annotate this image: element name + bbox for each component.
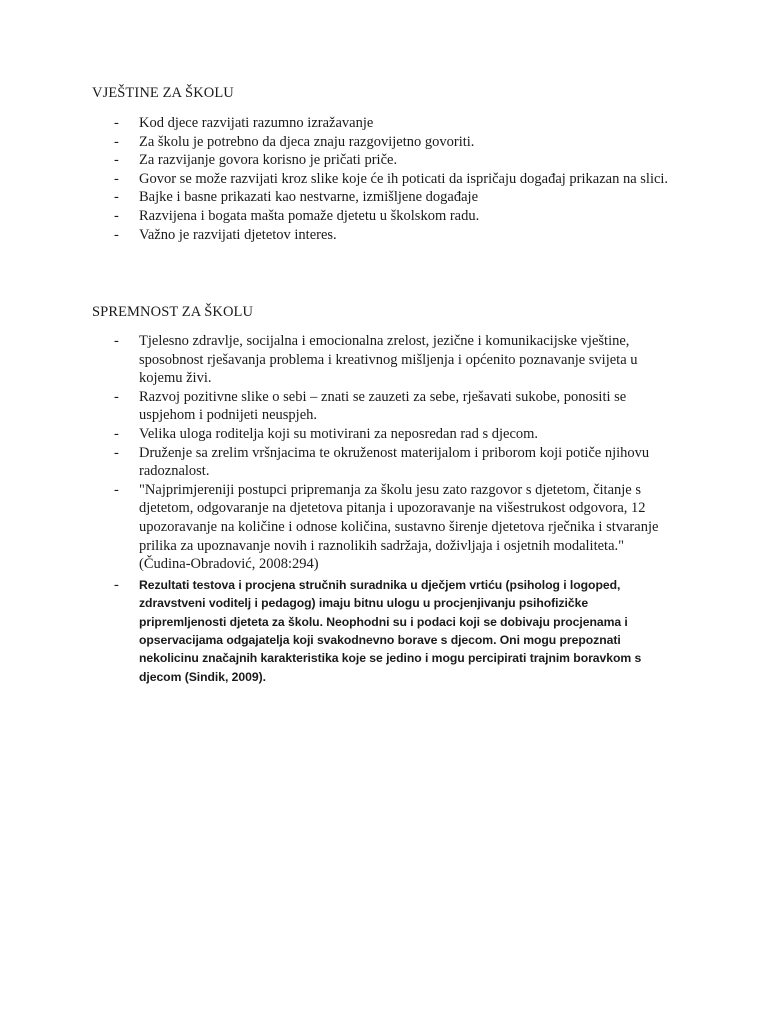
list-item-text: Bajke i basne prikazati kao nestvarne, izmišljene događaje [139,189,479,206]
list-item-text: Tjelesno zdravlje, socijalna i emocionalna zrelost, jezične i komunikacijske vještine, sposobnost rješavanja problema i kreativnog mišljenja i općenito poznavanje svijeta u kojemu živi. [139,333,638,387]
list-item-text: Govor se može razvijati kroz slike koje će ih poticati da ispričaju događaj prikazan na slici. [139,170,669,187]
list-item [0,188,768,207]
list-item [0,207,768,226]
bullet-dash: - [114,388,119,405]
list-item [0,114,768,133]
list-item [0,425,768,444]
list-item-text: Važno je razvijati djetetov interes. [139,226,337,243]
list-item [0,226,768,245]
list-item [0,481,768,574]
bullet-dash: - [114,170,119,187]
bullet-dash: - [114,189,119,206]
bullet-dash: - [114,444,119,461]
bullet-dash: - [114,133,119,150]
list-item-text: Rezultati testova i procjena stručnih suradnika u dječjem vrtiću (psiholog i logoped, zdravstveni voditelj i pedagog) imaju bitnu ulogu u procjenjivanju psihofizičke pripremljenosti djeteta za školu. Neophodni su i podaci koji se dobivaju procjenama i opservacijama odgajatelja koji svakodnevno borave s djecom. Oni mogu prepoznati nekolicinu značajnih karakteristika koje se jedino i mogu percipirati trajnim boravkom s djecom (Sindik, 2009). [139,577,642,684]
bullet-dash: - [114,226,119,243]
section-heading-vjestine: VJEŠTINE ZA ŠKOLU [92,85,234,101]
list-item [0,576,768,686]
list-item [0,170,768,189]
list-item-text: Za razvijanje govora korisno je pričati priče. [139,152,398,169]
list-item-text: Za školu je potrebno da djeca znaju razgovijetno govoriti. [139,133,475,150]
bullet-dash: - [114,152,119,169]
spremnost-list [0,332,768,686]
list-item [0,332,768,388]
list-item [0,133,768,152]
list-item [0,388,768,425]
list-item-text: Kod djece razvijati razumno izražavanje [139,115,374,131]
section-heading-spremnost: SPREMNOST ZA ŠKOLU [92,304,254,320]
list-item-text: Razvoj pozitivne slike o sebi – znati se zauzeti za sebe, rješavati sukobe, ponositi se uspjehom i podnijeti neuspjeh. [139,388,627,424]
bullet-dash: - [114,207,119,224]
bullet-dash: - [114,115,119,131]
list-item-text: Druženje sa zrelim vršnjacima te okruženost materijalom i priborom koji potiče njihovu radoznalost. [139,444,650,480]
list-item-text: Razvijena i bogata mašta pomaže djetetu u školskom radu. [139,207,480,224]
bullet-dash: - [114,576,119,593]
bullet-dash: - [114,333,119,349]
list-item-text: "Najprimjereniji postupci pripremanja za školu jesu zato razgovor s djetetom, čitanje s djetetom, odgovaranje na djetetova pitanja i upozoravanje na višestrukost odgovora, 12 upozoravanje na količine i odnose količina, sustavno širenje djetetova rječnika i stvaranje prilika za upoznavanje novih i raznolikih sadržaja, doživljaja i osjetnih modaliteta." (Čudina-Obradović, 2008:294) [139,481,659,573]
list-item [0,444,768,481]
bullet-dash: - [114,481,119,498]
vjestine-list [0,114,768,244]
list-item-text: Velika uloga roditelja koji su motivirani za neposredan rad s djecom. [139,425,539,442]
list-item [0,151,768,170]
bullet-dash: - [114,425,119,442]
